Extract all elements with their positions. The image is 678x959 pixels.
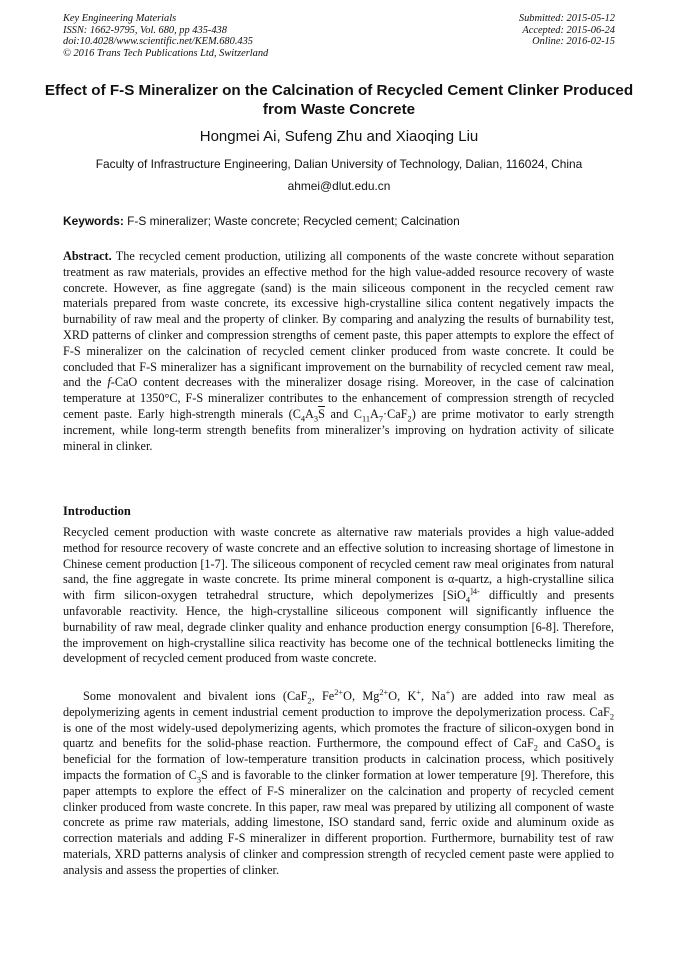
- abstract-text-a7: A: [370, 406, 379, 421]
- abstract-sub: 7: [378, 414, 384, 424]
- abstract-paragraph: [63, 249, 614, 454]
- abstract-label: Abstract.: [63, 249, 112, 263]
- abstract-text-a: A: [305, 406, 314, 421]
- intro-p2-text: O, K: [388, 689, 417, 703]
- abstract-text-3: ) are prime motivator to early strength increment, while long-term strength benefits from mineralizer’s improving on hydration activity of silicate mineral in clinker.: [63, 406, 614, 453]
- intro-sub: 2: [307, 696, 312, 706]
- intro-paragraph-2: [63, 689, 614, 879]
- intro-sup: +: [416, 687, 421, 697]
- intro-paragraph-1: [63, 525, 614, 667]
- online-date: Online: 2016-02-15: [532, 36, 615, 48]
- issn-line: ISSN: 1662-9795, Vol. 680, pp 435-438: [63, 24, 227, 36]
- doi-line[interactable]: doi:10.4028/www.scientific.net/KEM.680.435: [63, 36, 253, 48]
- abstract-text-caf: ·CaF: [383, 406, 408, 421]
- journal-header-right: [519, 13, 615, 48]
- keywords-label: Keywords:: [63, 214, 124, 228]
- intro-p1-text-a: Recycled cement production with waste concrete as alternative raw materials provides a high value-added method for resource recovery of waste concrete and an effective solution to increasing shortage of limestone in Chinese cement production [1-7]. The siliceous component of recycled cement raw meal originates from natural sand, the fine aggregate in waste concrete. Its prime mineral component is α-quartz, a high-crystalline silica with firm silicon-oxygen tetrahedral structure, which depolymerizes [SiO: [63, 525, 614, 603]
- abstract-text-1: The recycled cement production, utilizing all components of the waste concrete without separation treatment as raw materials, provides an effective method for the high value-added resource recovery of waste concrete. However, as fine aggregate (sand) is the main siliceous component in the recycled cement raw materials prepared from waste concrete, its excessive high-crystalline silica content negatively impacts the burnability of raw meal and the property of clinker. By comparing and analyzing the results of burnability test, XRD patterns of clinker and compression strengths of cement paste, this paper attempts to explore the effect of F-S mineralizer on the calcination of recycled cement clinker produced from waste concrete. It could be concluded that F-S mineralizer has a significant improvement on the burnability of recycled cement raw meal, and the: [63, 249, 615, 390]
- affiliation: Faculty of Infrastructure Engineering, Dalian University of Technology, Dalian, 116024, China: [95, 157, 583, 171]
- author-list: Hongmei Ai, Sufeng Zhu and Xiaoqing Liu: [199, 128, 479, 145]
- abstract-italic-f: f: [107, 375, 111, 390]
- intro-p2-text: and CaSO: [537, 736, 597, 751]
- intro-sub: 3: [196, 775, 202, 785]
- intro-p2-text: ) are added into raw meal as depolymerizing agents in cement industrial cement production to improve the depolymerization process. CaF: [63, 689, 614, 719]
- intro-p2-text: , Fe: [311, 689, 335, 703]
- intro-p1-text-b: difficultly and presents unfavorable reactivity. Hence, the high-crystalline siliceous component will significantly influence the burnability of raw meal, degrade clinker quality and enhance production energy consumption [6-8]. Therefore, the improvement on high-crystalline silica reactivity has become one of the technical bottlenecks limiting the development of recycled cement produced from waste concrete.: [63, 588, 614, 666]
- abstract-sub: 4: [300, 414, 306, 424]
- section-heading-introduction: Introduction: [63, 504, 131, 518]
- submitted-date: Submitted: 2015-05-12: [518, 13, 615, 24]
- intro-sub: 4: [465, 595, 471, 605]
- copyright-line: © 2016 Trans Tech Publications Ltd, Switzerland: [63, 47, 269, 59]
- intro-sup: ]4-: [470, 587, 480, 597]
- intro-p2-text: Some monovalent and bivalent ions (CaF: [83, 689, 308, 703]
- contact-email[interactable]: ahmei@dlut.edu.cn: [287, 179, 391, 193]
- intro-sup: 2+: [334, 687, 344, 697]
- intro-sub: 2: [609, 712, 614, 722]
- paper-title: Effect of F-S Mineralizer on the Calcination of Recycled Cement Clinker Produced from Waste Concrete: [44, 82, 634, 118]
- abstract-text-2: -CaO content decreases with the mineralizer dosage rising. Moreover, in the case of calcination temperature at 1350°C, F-S mineralizer contributes to the enhancement of compression strength of recycled cement paste. Early high-strength minerals (C: [63, 375, 614, 421]
- intro-p2-text: O, Mg: [343, 689, 380, 703]
- keywords-line: [63, 214, 623, 228]
- abstract-sub: 3: [313, 414, 319, 424]
- intro-p2-text: , Na: [421, 689, 446, 703]
- accepted-date: Accepted: 2015-06-24: [522, 24, 615, 36]
- journal-name: Key Engineering Materials: [63, 13, 177, 24]
- intro-p2-text: is beneficial for the formation of low-temperature transition products in calcination process, which positively impacts the formation of C: [63, 736, 614, 782]
- abstract-sub: 2: [407, 414, 412, 424]
- intro-sup: 2+: [379, 687, 389, 697]
- intro-sub: 2: [533, 743, 538, 753]
- keywords-text: F-S mineralizer; Waste concrete; Recycled cement; Calcination: [127, 214, 460, 228]
- intro-sub: 4: [596, 743, 601, 753]
- intro-sup: +: [445, 687, 451, 697]
- abstract-sub: 11: [361, 414, 370, 424]
- abstract-s-bar: $\overline{S}$: [318, 406, 325, 421]
- intro-p2-text: is one of the most widely-used depolymerizing agents, which promotes the fracture of silicon-oxygen bond in quartz and benefits for the solid-phase reaction. Furthermore, the compound effect of CaF: [63, 720, 614, 751]
- journal-header-left: [63, 13, 268, 59]
- intro-p2-text: S and is favorable to the clinker formation at lower temperature [9]. Therefore, this paper attempts to explore the effect of F-S mineralizer on the calcination and property of recycled cement clinker produced from waste concrete. In this paper, raw meal was prepared by utilizing all component of waste concrete as prime raw materials, adding limestone, ISO standard sand, ferric oxide and aluminum oxide as correction materials and adding F-S mineralizer in different proportion. Furthermore, burnability test of raw materials, XRD patterns analysis of clinker and compression strength of recycled cement paste were applied to analysis and assess the properties of clinker.: [63, 767, 615, 877]
- abstract-text-and: and C: [324, 406, 362, 421]
